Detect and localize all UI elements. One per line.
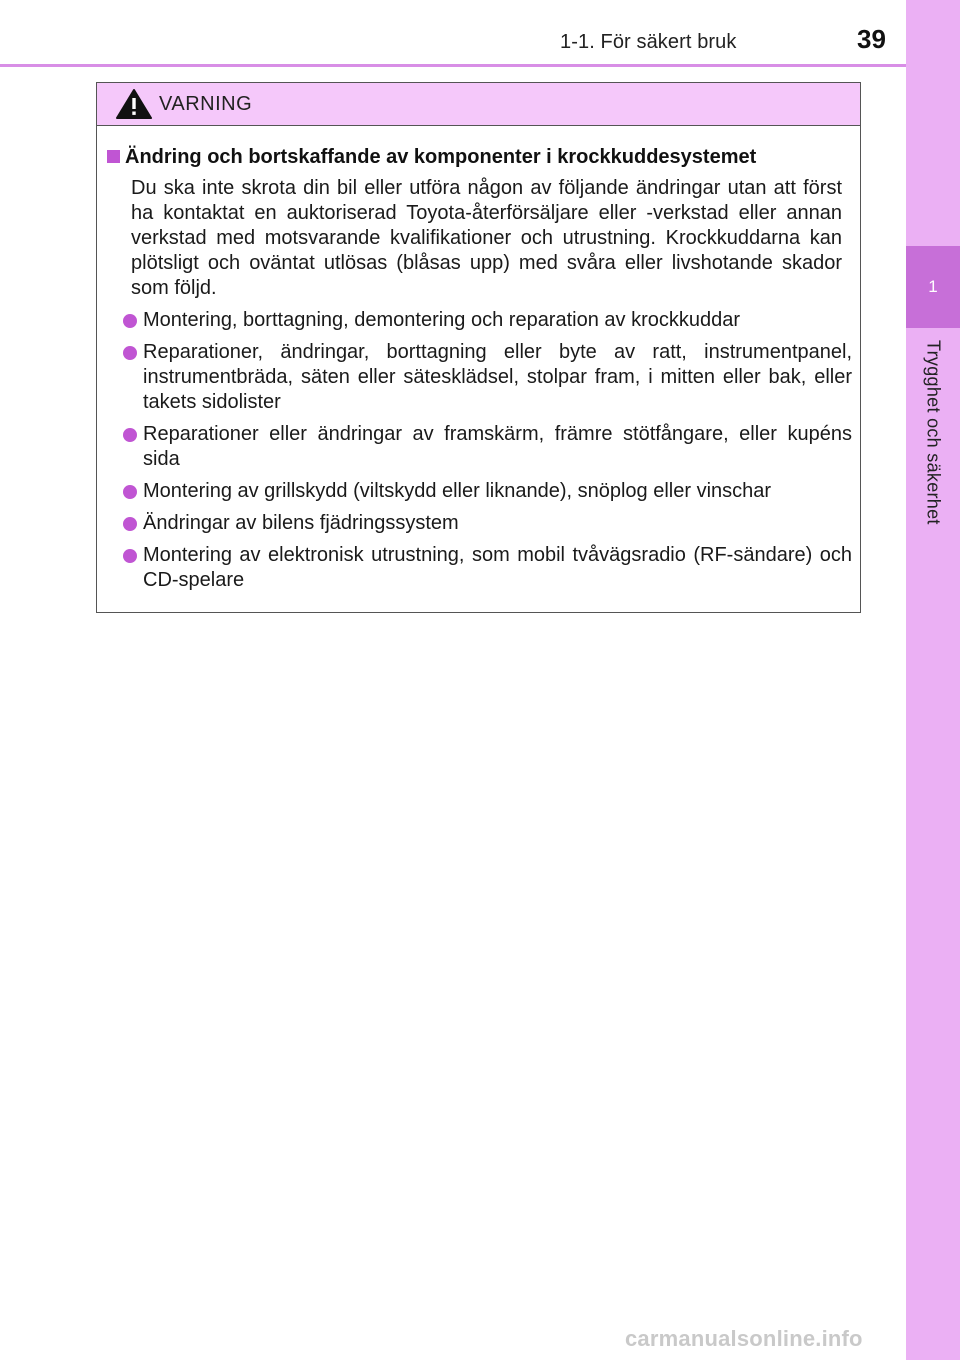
list-item (105, 511, 852, 536)
bullet-icon (123, 346, 137, 360)
list-item-text: Montering av grillskydd (viltskydd eller liknande), snöplog eller vinschar (143, 480, 772, 502)
bullet-icon (123, 549, 137, 563)
list-item (105, 340, 852, 415)
watermark: carmanualsonline.info (625, 1326, 863, 1351)
warning-header (97, 83, 860, 126)
section-title: 1-1. För säkert bruk (560, 31, 737, 53)
heading-square-icon (107, 150, 120, 163)
list-item-text: Montering av elektronisk utrustning, som mobil tvåvägsradio (RF-sändare) och CD-spelare (143, 544, 852, 591)
list-item (105, 422, 852, 472)
bullet-icon (123, 517, 137, 531)
list-item-text: Reparationer eller ändringar av framskärm, främre stötfångare, eller kupéns sida (143, 423, 852, 470)
warning-body (97, 126, 860, 593)
chapter-label: Trygghet och säkerhet (923, 340, 944, 525)
bullet-icon (123, 428, 137, 442)
warning-list (105, 308, 852, 593)
warning-box (96, 82, 861, 613)
list-item (105, 308, 852, 333)
bullet-icon (123, 314, 137, 328)
warning-heading (105, 144, 852, 170)
list-item-text: Montering, borttagning, demontering och reparation av krockkuddar (143, 309, 741, 331)
list-item (105, 479, 852, 504)
list-item-text: Ändringar av bilens fjädringssystem (143, 512, 459, 534)
header-divider (0, 64, 906, 67)
warning-heading-text: Ändring och bortskaffande av komponenter i krockkuddesystemet (125, 146, 757, 168)
chapter-number: 1 (928, 277, 938, 296)
chapter-strip (906, 0, 960, 1360)
page-number: 39 (857, 24, 886, 54)
warning-title: VARNING (159, 92, 253, 115)
list-item (105, 543, 852, 593)
warning-intro: Du ska inte skrota din bil eller utföra någon av följande ändringar utan att först ha kontaktat en auktoriserad Toyota-återförsäljare eller -verkstad eller annan verkstad med motsvarande kvalifikationer och utrustning. Krockkuddarna kan plötsligt och oväntat utlösas (blåsas upp) med svåra eller livshotande skador som följd. (131, 177, 842, 299)
bullet-icon (123, 485, 137, 499)
warning-triangle-icon (115, 88, 153, 120)
chapter-tab[interactable] (906, 246, 960, 328)
list-item-text: Reparationer, ändringar, borttagning eller byte av ratt, instrumentpanel, instrumentbräda, säten eller sätesklädsel, stolpar fram, i mitten eller bak, eller takets sidolister (143, 341, 852, 413)
